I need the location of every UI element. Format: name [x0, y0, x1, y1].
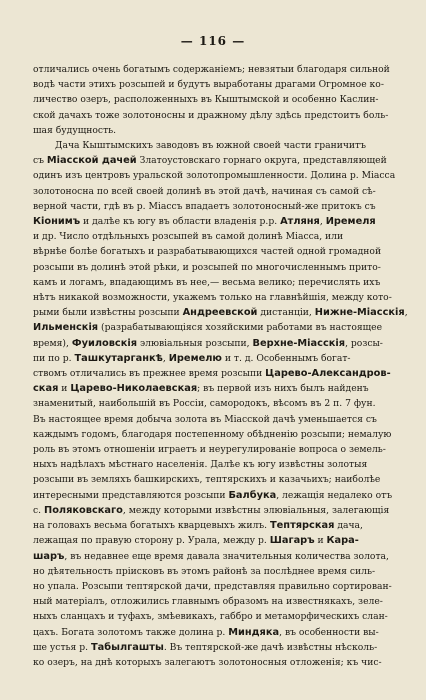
line-text: дача,: [334, 520, 363, 532]
text-line: [33, 275, 385, 290]
line-text: . Въ тептярской-же дачѣ извѣстны нѣсколь-: [163, 641, 378, 653]
text-line: [33, 518, 385, 533]
text-line: [33, 199, 385, 214]
line-text: каждымъ годомъ, благодаря постепенному обѣдненію розсыпи; немалую: [33, 428, 392, 440]
line-text: ныхъ надѣлахъ мѣстнаго населенія. Далѣе къ югу извѣстны золотыя: [33, 459, 368, 471]
place-name: Иремеля: [325, 216, 376, 228]
place-name: Атляня: [280, 216, 320, 228]
line-text: пи по р.: [33, 352, 75, 364]
place-name: Царево-Николаевская: [70, 383, 198, 395]
line-text: цахъ. Богата золотомъ также долина р.: [33, 626, 229, 638]
text-line: [33, 396, 385, 411]
line-text: и др. Число отдѣльныхъ розсыпей въ самой долинѣ Міасса, или: [33, 231, 344, 243]
place-name: Кіонимъ: [33, 216, 81, 228]
text-line: [33, 92, 385, 107]
text-line: [33, 655, 385, 670]
line-text: с.: [33, 504, 44, 516]
place-name: Кара-: [326, 535, 359, 547]
text-line: [33, 153, 385, 168]
text-line: [33, 260, 385, 275]
line-text: знаменитый, наибольшій въ Россіи, самородокъ, вѣсомъ въ 2 п. 7 фун.: [33, 398, 376, 410]
line-text: ,: [162, 352, 169, 364]
line-text: (разрабатывающіяся хозяйскими работами въ настоящее: [98, 322, 383, 334]
line-text: ныхъ сланцахъ и туфахъ, змѣевикахъ, габбро и метаморфическихъ слан-: [33, 611, 388, 623]
text-line: [33, 336, 385, 351]
place-name: Иремелю: [168, 352, 222, 364]
line-text: но упала. Розсыпи тептярской дачи, представляя правильно сортирован-: [33, 580, 392, 592]
line-text: Въ настоящее время добыча золота въ Міасской дачѣ уменьшается съ: [33, 413, 377, 425]
line-text: и далѣе къ югу въ области владенія р.р.: [80, 216, 281, 228]
line-text: но дѣятельность пріисковъ въ этомъ районѣ за послѣднее время силь-: [33, 565, 376, 577]
text-line: [33, 244, 385, 259]
text-line: [33, 77, 385, 92]
line-text: время),: [33, 337, 72, 349]
line-text: ствомъ отличались въ прежнее время розсыпи: [33, 368, 266, 380]
line-text: ской дачахъ тоже золотоносны и дражному дѣлу здѣсь предстоитъ боль-: [33, 109, 389, 121]
line-text: съ: [33, 155, 47, 167]
text-line: [33, 366, 391, 381]
line-text: золотоносна по всей своей долинѣ въ этой дачѣ, начиная съ самой сѣ-: [33, 185, 376, 197]
line-text: и: [314, 535, 327, 547]
place-name: Тептярская: [269, 520, 335, 532]
line-text: , въ недавнее еще время давала значительныя количества золота,: [64, 550, 389, 562]
text-line: [33, 503, 390, 518]
text-line: [33, 138, 385, 153]
line-text: , лежащія недалеко отъ: [276, 489, 393, 501]
text-line: [33, 214, 385, 229]
text-line: [33, 549, 389, 564]
text-line: [33, 108, 389, 123]
line-text: Дача Кыштымскихъ заводовъ въ южной своей части граничитъ: [55, 140, 366, 152]
place-name: Міасской дачей: [46, 155, 137, 167]
text-line: [33, 457, 385, 472]
line-text: верной части, гдѣ въ р. Міассъ впадаетъ золотоносный-же притокъ съ: [33, 200, 376, 212]
text-line: [33, 533, 385, 548]
place-name: Ильменскія: [33, 322, 99, 334]
line-text: отличались очень богатымъ содержаніемъ; невзятыи благодаря сильной: [33, 64, 390, 75]
line-text: водѣ части этихъ розсыпей и будутъ выработаны драгами Огромное ко-: [33, 79, 384, 91]
line-text: и: [58, 383, 71, 395]
text-line: [33, 594, 385, 609]
line-text: шая будущность.: [33, 124, 117, 136]
body-text: [33, 62, 408, 670]
page-number: — 116 —: [180, 34, 246, 48]
line-text: ный матеріалъ, отложились главнымъ образомъ на известнякахъ, зеле-: [33, 596, 383, 608]
line-text: розсыпи въ земляхъ башкирскихъ, тептярскихъ и казачьихъ; наиболѣе: [33, 474, 381, 486]
place-name: Балбука: [228, 489, 277, 501]
line-text: , между которыми извѣстны элювіальныя, залегающія: [122, 504, 390, 516]
line-text: камъ и логамъ, впадающимъ въ нее,— весьма велико; перечислять ихъ: [33, 276, 381, 288]
line-text: одинъ изъ центровъ уральской золотопромышленности. Долина р. Міасса: [33, 170, 396, 182]
text-line: [33, 609, 388, 624]
line-text: , въ особенности вы-: [279, 626, 379, 638]
text-line: [33, 381, 385, 396]
line-text: дистанціи,: [257, 307, 315, 319]
text-line: [33, 579, 392, 594]
text-line: [33, 168, 396, 183]
text-line: [33, 412, 385, 427]
place-name: Табылгашты: [90, 641, 164, 653]
line-text: вѣрнѣе болѣе богатыхъ и разрабатывающихся частей одной громадной: [33, 246, 382, 258]
text-line: [33, 320, 385, 335]
text-line: [33, 305, 408, 320]
line-text: нѣтъ никакой возможности, укажемъ только на главнѣйшія, между кото-: [33, 292, 392, 304]
text-line: [33, 351, 385, 366]
text-line: [33, 564, 385, 579]
place-name: Шагаръ: [269, 535, 315, 547]
text-line: [33, 290, 392, 305]
text-line: [33, 427, 392, 442]
text-line: [33, 123, 385, 138]
place-name: Верхне-Міасскія: [252, 337, 346, 349]
line-text: и т. д. Особеннымъ богат-: [221, 352, 351, 364]
line-text: роль въ этомъ отношеніи играетъ и неурегулированіе вопроса о земель-: [33, 444, 386, 456]
line-text: интересными представляются розсыпи: [33, 489, 229, 501]
line-text: ше устья р.: [33, 641, 91, 653]
line-text: ; въ первой изъ нихъ былъ найденъ: [197, 383, 369, 395]
line-text: элювіальныя розсыпи,: [137, 337, 253, 349]
place-name: Миндяка: [228, 626, 280, 638]
text-line: [33, 62, 390, 77]
place-name: Ташкутарганкѣ: [74, 352, 163, 364]
text-line: [33, 442, 385, 457]
place-name: ская: [33, 383, 59, 395]
line-text: личество озеръ, расположенныхъ въ Кыштымской и особенно Каслин-: [33, 94, 379, 106]
text-line: [33, 625, 385, 640]
line-text: ,: [404, 307, 408, 319]
line-text: Златоустовскаго горнаго округа, представляющей: [136, 155, 387, 167]
line-text: ко озеръ, на днѣ которыхъ залегаютъ золотоносныя отложенія; къ чис-: [33, 656, 382, 668]
text-line: [33, 488, 393, 503]
place-name: шаръ: [33, 550, 65, 562]
place-name: Андреевской: [182, 307, 258, 319]
place-name: Царево-Александров-: [265, 368, 391, 380]
line-text: лежащая по правую сторону р. Урала, между р.: [33, 535, 270, 547]
text-line: [33, 229, 385, 244]
place-name: Фуиловскія: [71, 337, 138, 349]
line-text: ,: [319, 216, 326, 228]
text-line: [33, 184, 385, 199]
text-line: [33, 472, 385, 487]
text-line: [33, 640, 385, 655]
line-text: рыми были извѣстны розсыпи: [33, 307, 183, 319]
line-text: , розсы-: [345, 337, 383, 349]
line-text: на головахъ весьма богатыхъ кварцевыхъ жилъ.: [33, 520, 270, 532]
place-name: Нижне-Міасскія: [314, 307, 405, 319]
place-name: Поляковскаго: [44, 504, 123, 516]
line-text: розсыпи въ долинѣ этой рѣки, и розсыпей по многочисленнымъ прито-: [33, 261, 381, 273]
